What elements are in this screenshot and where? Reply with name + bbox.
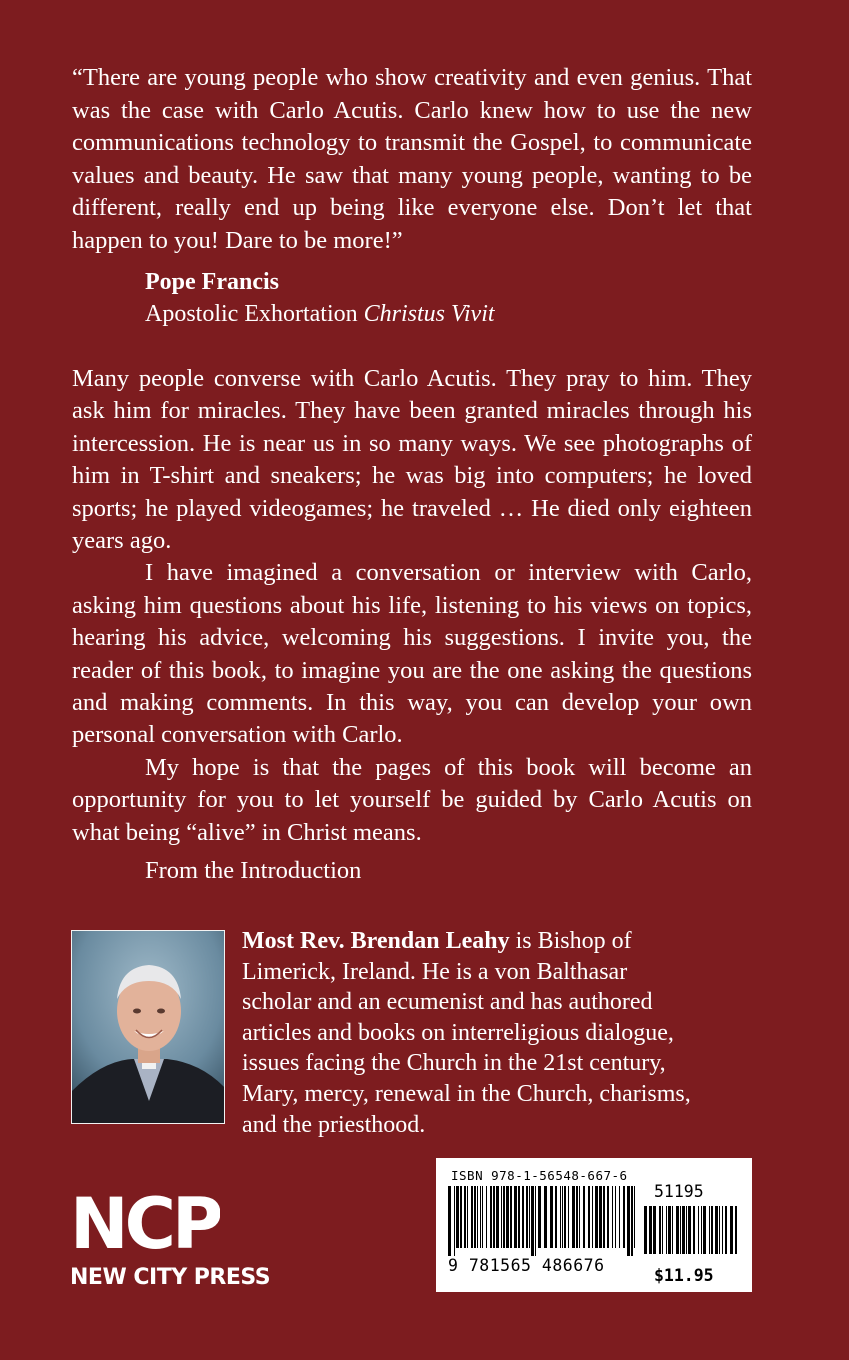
publisher-name: NEW CITY PRESS (70, 1265, 271, 1290)
barcode-bar (576, 1186, 578, 1248)
barcode-bar (474, 1186, 476, 1248)
barcode-bar (448, 1186, 451, 1256)
addon-barcode-bars (644, 1206, 740, 1262)
barcode-bar (634, 1186, 635, 1248)
author-bio (242, 926, 692, 1140)
barcode-bar (668, 1206, 671, 1254)
barcode-bar (493, 1186, 495, 1248)
barcode-bar (693, 1206, 695, 1254)
barcode-bar (599, 1186, 602, 1248)
barcode-bar (703, 1206, 706, 1254)
barcode-bar (514, 1186, 517, 1248)
barcode-bar (701, 1206, 702, 1254)
barcode-bar (526, 1186, 528, 1248)
barcode-bar (506, 1186, 509, 1248)
barcode-bar (588, 1186, 590, 1248)
ncp-logo-text: NCP (70, 1188, 220, 1258)
introduction-excerpt (72, 363, 752, 888)
barcode-bar (719, 1206, 720, 1254)
barcode-bar (501, 1186, 502, 1248)
barcode-bar (564, 1186, 566, 1248)
intro-paragraph-2: I have imagined a conversation or interview with Carlo, asking him questions about his life, listening to his views on topics, hearing his advice, welcoming his suggestions. I invite you, the reader of this book, to imagine you are the one asking the questions and making comments. In this way, you can develop your own personal conversation with Carlo. (72, 559, 752, 749)
barcode-bar (607, 1186, 609, 1248)
intro-paragraph-3: My hope is that the pages of this book will become an opportunity for you to let yourself be guided by Carlo Acutis on what being “alive” in Christ means. (72, 753, 752, 846)
barcode-bar (725, 1206, 727, 1254)
barcode-bar (496, 1186, 499, 1248)
addon-number: 51195 (654, 1182, 704, 1201)
barcode-bar (631, 1186, 633, 1256)
barcode-bar (623, 1186, 625, 1248)
barcode-bar (595, 1186, 598, 1248)
quote-attribution (145, 266, 495, 330)
barcode-bar (510, 1186, 512, 1248)
quote-source-prefix: Apostolic Exhortation (145, 301, 358, 327)
barcode-bar (662, 1206, 663, 1254)
author-photo (71, 930, 225, 1124)
barcode-bar (730, 1206, 733, 1254)
barcode-bar (711, 1206, 713, 1254)
isbn-label: ISBN 978-1-56548-667-6 (451, 1168, 628, 1183)
barcode-bar (698, 1206, 699, 1254)
barcode-bar (715, 1206, 718, 1254)
barcode-bar (572, 1186, 575, 1248)
pope-quote (72, 62, 752, 258)
barcode-bar (529, 1186, 530, 1248)
intro-paragraph-1: Many people converse with Carlo Acutis. They pray to him. They ask him for miracles. They have been granted miracles through his intercession. He is near us in so many ways. We see photographs of him in T-shirt and sneakers; he was big into computers; he loved sports; he played videogames; he traveled … He died only eighteen years ago. (72, 365, 752, 555)
intro-source: From the Introduction (145, 857, 362, 885)
barcode-bar (480, 1186, 481, 1248)
barcode-bar (544, 1186, 547, 1248)
barcode-bar (454, 1186, 455, 1256)
barcode-bar (490, 1186, 492, 1248)
barcode-bar (503, 1186, 505, 1248)
quote-source (145, 298, 495, 330)
barcode-bar (709, 1206, 710, 1254)
main-barcode-bars (448, 1186, 638, 1256)
quote-author: Pope Francis (145, 269, 279, 295)
barcode-bar (486, 1186, 487, 1248)
barcode-bar (538, 1186, 541, 1248)
barcode-bar (562, 1186, 563, 1248)
barcode-bar (627, 1186, 630, 1256)
barcode-bar (666, 1206, 667, 1254)
barcode-bar (471, 1186, 473, 1248)
barcode-bar (535, 1186, 536, 1256)
barcode-bar (682, 1206, 685, 1254)
barcode-bar (649, 1206, 652, 1254)
barcode-bar (531, 1186, 534, 1256)
barcode-bar (680, 1206, 681, 1254)
barcode-bar (686, 1206, 687, 1254)
barcode-bar (467, 1186, 468, 1248)
barcode-bar (676, 1206, 679, 1254)
price-label: $11.95 (654, 1266, 714, 1285)
barcode-number: 9 781565 486676 (448, 1256, 605, 1275)
barcode-bar (482, 1186, 483, 1248)
barcode-bar (456, 1186, 459, 1248)
barcode-bar (722, 1206, 723, 1254)
barcode-bar (464, 1186, 466, 1248)
barcode-bar (555, 1186, 557, 1248)
barcode-bar (688, 1206, 691, 1254)
quote-source-title: Christus Vivit (363, 301, 495, 327)
barcode-bar (603, 1186, 605, 1248)
author-portrait-image (72, 931, 225, 1124)
barcode-bar (644, 1206, 647, 1254)
barcode-bar (560, 1186, 561, 1248)
barcode-bar (653, 1206, 656, 1254)
barcode-bar (522, 1186, 524, 1248)
barcode-bar (568, 1186, 569, 1248)
barcode-bar (518, 1186, 520, 1248)
barcode-bar (550, 1186, 553, 1248)
barcode-bar (477, 1186, 478, 1248)
barcode-bar (460, 1186, 462, 1248)
barcode-bar (672, 1206, 673, 1254)
barcode-bar (659, 1206, 661, 1254)
isbn-barcode (436, 1158, 752, 1292)
quote-text: “There are young people who show creativity and even genius. That was the case with Carlo Acutis. Carlo knew how to use the new communications technology to transmit the Gospel, to communicate values and beauty. He saw that many young people, wanting to be different, really end up being like everyone else. Don’t let that happen to you! Dare to be more!” (72, 64, 752, 254)
barcode-bar (735, 1206, 737, 1254)
barcode-bar (583, 1186, 585, 1248)
ncp-logo (70, 1188, 220, 1258)
author-bio-text: is Bishop of Limerick, Ireland. He is a von Balthasar scholar and an ecumenist and has authored articles and books on interreligious dialogue, issues facing the Church in the 21st century, Mary, mercy, renewal in the Church, charisms, and the priesthood. (242, 928, 691, 1138)
barcode-bar (579, 1186, 580, 1248)
barcode-bar (615, 1186, 616, 1248)
barcode-bar (592, 1186, 593, 1248)
barcode-bar (612, 1186, 613, 1248)
barcode-bar (619, 1186, 620, 1248)
author-name: Most Rev. Brendan Leahy (242, 928, 510, 954)
